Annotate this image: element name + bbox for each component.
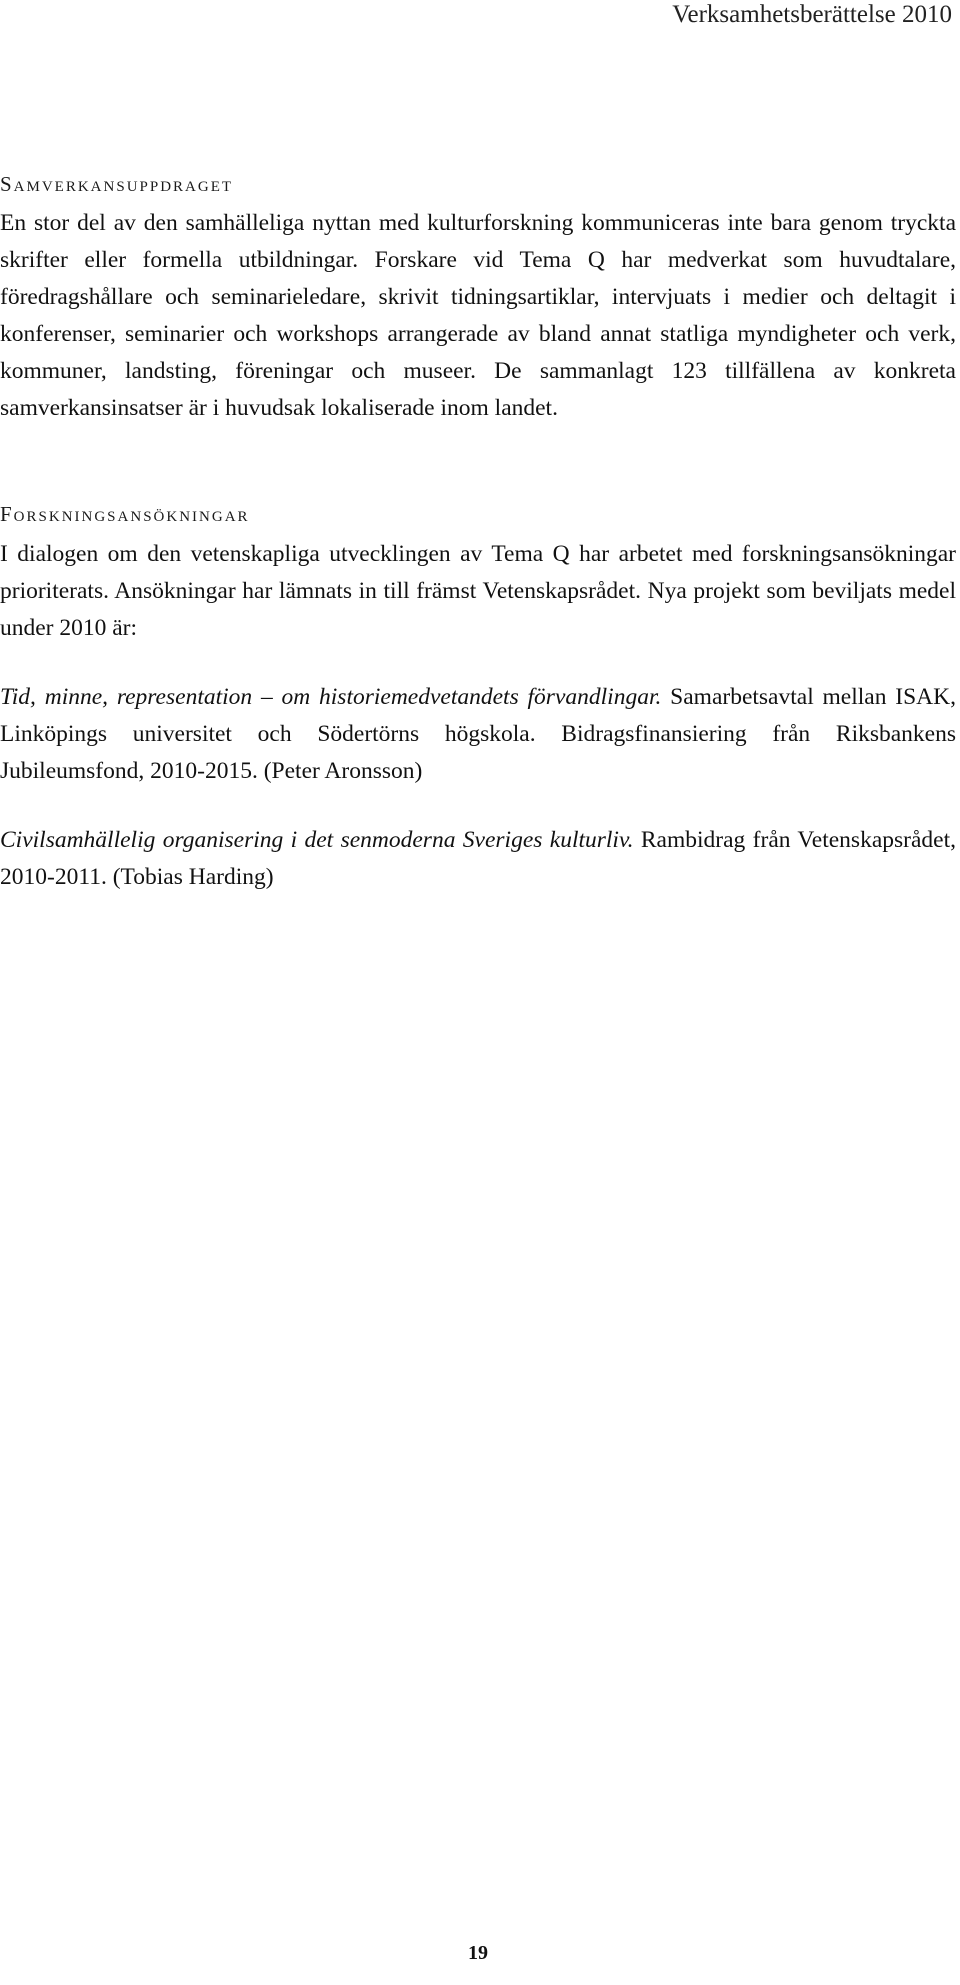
project-entry — [0, 822, 956, 896]
project-description: Rambidrag från Vetenskapsrådet, 2010-2011. (Tobias Harding) — [0, 827, 956, 890]
project-description: Samarbetsavtal mellan ISAK, Linköpings universitet och Södertörns högskola. Bidragsfinansiering från Riksbankens Jubileumsfond, 2010-2015. (Peter Aronsson) — [0, 684, 956, 784]
page-number: 19 — [468, 1942, 488, 1964]
project-entry — [0, 679, 956, 790]
section-heading-samverkansuppdraget: Samverkansuppdraget — [0, 172, 234, 196]
running-header: Verksamhetsberättelse 2010 — [672, 1, 952, 28]
project-title: Civilsamhällelig organisering i det senmoderna Sveriges kulturliv. — [0, 827, 634, 853]
section-body-forskningsansokningar: I dialogen om den vetenskapliga utvecklingen av Tema Q har arbetet med forskningsansökningar prioriterats. Ansökningar har lämnats in till främst Vetenskapsrådet. Nya projekt som beviljats medel under 2010 är: — [0, 541, 956, 641]
section-heading-forskningsansokningar: Forskningsansökningar — [0, 502, 250, 526]
section-body-samverkansuppdraget: En stor del av den samhälleliga nyttan med kulturforskning kommuniceras inte bara genom tryckta skrifter eller formella utbildningar. Forskare vid Tema Q har medverkat som huvudtalare, föredragshållare och seminarieledare, skrivit tidningsartiklar, intervjuats i medier och deltagit i konferenser, seminarier och workshops arrangerade av bland annat statliga myndigheter och verk, kommuner, landsting, föreningar och museer. De sammanlagt 123 tillfällena av konkreta samverkansinsatser är i huvudsak lokaliserade inom landet. — [0, 210, 956, 421]
project-title: Tid, minne, representation – om historiemedvetandets förvandlingar. — [0, 684, 662, 710]
